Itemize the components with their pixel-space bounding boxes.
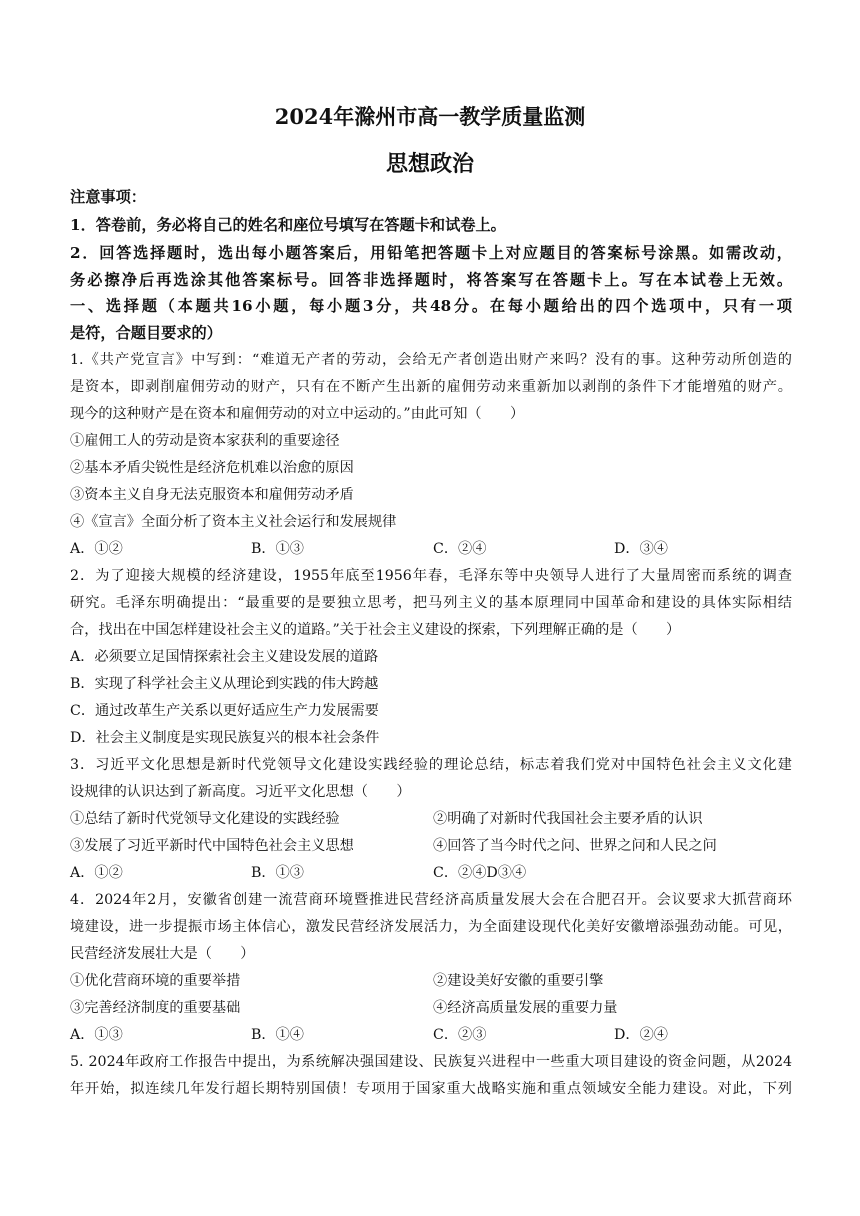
q4-statement-1: ①优化营商环境的重要举措 (70, 973, 241, 989)
q1-statement-1: ①雇佣工人的劳动是资本家获利的重要途径 (70, 433, 340, 449)
q3-stem-a: 3．习近平文化思想是新时代党领导文化建设实践经验的理论总结，标志着我们党对中国特色社会主义文化建 (70, 757, 792, 773)
q1-option-b[interactable]: B．①③ (251, 541, 304, 557)
q3-option-b[interactable]: B．①③ (251, 865, 304, 881)
q1-option-a[interactable]: A．①② (70, 541, 123, 557)
q1-stem-a: 1.《共产党宣言》中写到：“难道无产者的劳动，会给无产者创造出财产来吗？没有的事。这种劳动所创造的 (70, 352, 792, 368)
notice-heading: 注意事项： (70, 188, 146, 206)
q1-stem-b: 是资本，即剥削雇佣劳动的财产，只有在不断产生出新的雇佣劳动来重新加以剥削的条件下才能增殖的财产。 (70, 379, 792, 395)
q2-stem-c: 合，找出在中国怎样建设社会主义的道路。”关于社会主义建设的探索，下列理解正确的是（ ） (70, 622, 681, 638)
q5-stem-b: 年开始，拟连续几年发行超长期特别国债！专项用于国家重大战略实施和重点领域安全能力建设。对此，下列 (70, 1081, 792, 1097)
q4-stem-c: 民营经济发展壮大是（ ） (70, 946, 255, 962)
q2-stem-b: 研究。毛泽东明确提出：“最重要的是要独立思考，把马列主义的基本原理同中国革命和建设的具体实际相结 (70, 595, 792, 611)
q4-option-b[interactable]: B．①④ (251, 1027, 304, 1043)
q5-stem-a: 5. 2024年政府工作报告中提出，为系统解决强国建设、民族复兴进程中一些重大项目建设的资金问题，从2024 (70, 1054, 792, 1070)
q4-option-a[interactable]: A．①③ (70, 1027, 123, 1043)
q3-stem-b: 设规律的认识达到了新高度。习近平文化思想（ ） (70, 784, 411, 800)
q4-statement-3: ③完善经济制度的重要基础 (70, 1000, 241, 1016)
q1-statement-3: ③资本主义自身无法克服资本和雇佣劳动矛盾 (70, 487, 354, 503)
q1-statement-4: ④《宣言》全面分析了资本主义社会运行和发展规律 (70, 514, 397, 530)
q4-stem-a: 4．2024年2月，安徽省创建一流营商环境暨推进民营经济高质量发展大会在合肥召开。会议要求大抓营商环 (70, 892, 792, 908)
section-heading-b: 是符，合题目要求的） (70, 324, 222, 342)
q3-statement-2: ②明确了对新时代我国社会主要矛盾的认识 (433, 811, 703, 827)
q2-stem-a: 2．为了迎接大规模的经济建设，1955年底至1956年春，毛泽东等中央领导人进行了大量周密而系统的调查 (70, 568, 792, 584)
q1-option-d[interactable]: D．③④ (614, 541, 668, 557)
q4-option-c[interactable]: C．②③ (433, 1027, 487, 1043)
notice-item-2a: 2．回答选择题时，选出每小题答案后，用铅笔把答题卡上对应题目的答案标号涂黑。如需改动， (70, 244, 792, 262)
q2-option-a[interactable]: A．必须要立足国情探索社会主义建设发展的道路 (70, 649, 379, 665)
exam-title: 2024年滁州市高一教学质量监测 (274, 104, 586, 129)
q1-option-c[interactable]: C．②④ (433, 541, 487, 557)
q3-option-a[interactable]: A．①② (70, 865, 123, 881)
q3-statement-4: ④回答了当今时代之问、世界之问和人民之问 (433, 838, 717, 854)
q1-stem-c: 现今的这种财产是在资本和雇佣劳动的对立中运动的。”由此可知（ ） (70, 406, 525, 422)
notice-item-1: 1．答卷前，务必将自己的姓名和座位号填写在答题卡和试卷上。 (70, 216, 506, 234)
q1-statement-2: ②基本矛盾尖锐性是经济危机难以治愈的原因 (70, 460, 354, 476)
exam-subject: 思想政治 (385, 151, 474, 177)
q3-statement-1: ①总结了新时代党领导文化建设的实践经验 (70, 811, 340, 827)
q2-option-d[interactable]: D．社会主义制度是实现民族复兴的根本社会条件 (70, 730, 380, 746)
q2-option-c[interactable]: C．通过改革生产关系以更好适应生产力发展需要 (70, 703, 379, 719)
q3-statement-3: ③发展了习近平新时代中国特色社会主义思想 (70, 838, 354, 854)
q4-statement-2: ②建设美好安徽的重要引擎 (433, 973, 604, 989)
section-heading-a: 一、选择题（本题共16小题，每小题3分，共48分。在每小题给出的四个选项中，只有一项 (70, 297, 792, 315)
q4-option-d[interactable]: D．②④ (614, 1027, 668, 1043)
q4-stem-b: 境建设，进一步提振市场主体信心，激发民营经济发展活力，为全面建设现代化美好安徽增添强劲动能。可见， (70, 919, 792, 935)
q2-option-b[interactable]: B．实现了科学社会主义从理论到实践的伟大跨越 (70, 676, 379, 692)
q3-option-c[interactable]: C．②④D③④ (433, 865, 527, 881)
q4-statement-4: ④经济高质量发展的重要力量 (433, 1000, 618, 1016)
notice-item-2b: 务必擦净后再选涂其他答案标号。回答非选择题时，将答案写在答题卡上。写在本试卷上无效。 (70, 271, 792, 289)
